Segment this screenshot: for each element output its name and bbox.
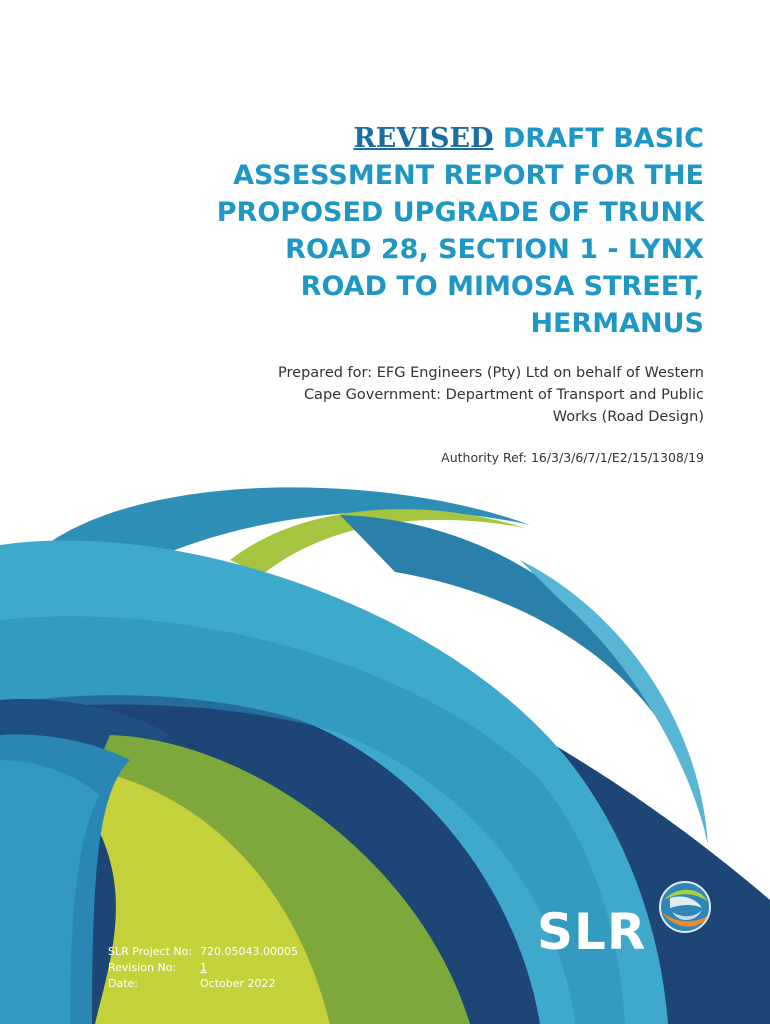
- slr-logo-text: SLR: [537, 903, 647, 961]
- authority-ref: Authority Ref: 16/3/3/6/7/1/E2/15/1308/19: [441, 450, 704, 465]
- title-line1: DRAFT BASIC: [493, 123, 704, 154]
- report-title: [144, 120, 704, 342]
- revision-label: Revision No:: [108, 961, 177, 974]
- title-line3: PROPOSED UPGRADE OF TRUNK: [216, 197, 704, 228]
- date-label: Date:: [108, 977, 138, 990]
- revision-row: [108, 960, 330, 976]
- prepared-line2: Cape Government: Department of Transport and Public: [303, 387, 704, 403]
- project-row: [108, 944, 330, 960]
- date-value: October 2022: [200, 977, 276, 990]
- title-line4: ROAD 28, SECTION 1 - LYNX: [285, 234, 704, 265]
- project-details: [108, 944, 330, 992]
- title-line5: ROAD TO MIMOSA STREET,: [300, 271, 704, 302]
- revision-value: 1: [200, 961, 207, 974]
- title-line6: HERMANUS: [530, 308, 704, 339]
- prepared-for: [144, 362, 704, 428]
- prepared-line3: Works (Road Design): [552, 409, 704, 425]
- prepared-line1: Prepared for: EFG Engineers (Pty) Ltd on behalf of Western: [278, 365, 704, 381]
- date-row: [108, 976, 330, 992]
- project-value: 720.05043.00005: [200, 945, 298, 958]
- title-line2: ASSESSMENT REPORT FOR THE: [233, 160, 704, 191]
- project-label: SLR Project No:: [108, 945, 193, 958]
- globe-icon: [656, 878, 714, 936]
- title-revised: REVISED: [353, 123, 494, 154]
